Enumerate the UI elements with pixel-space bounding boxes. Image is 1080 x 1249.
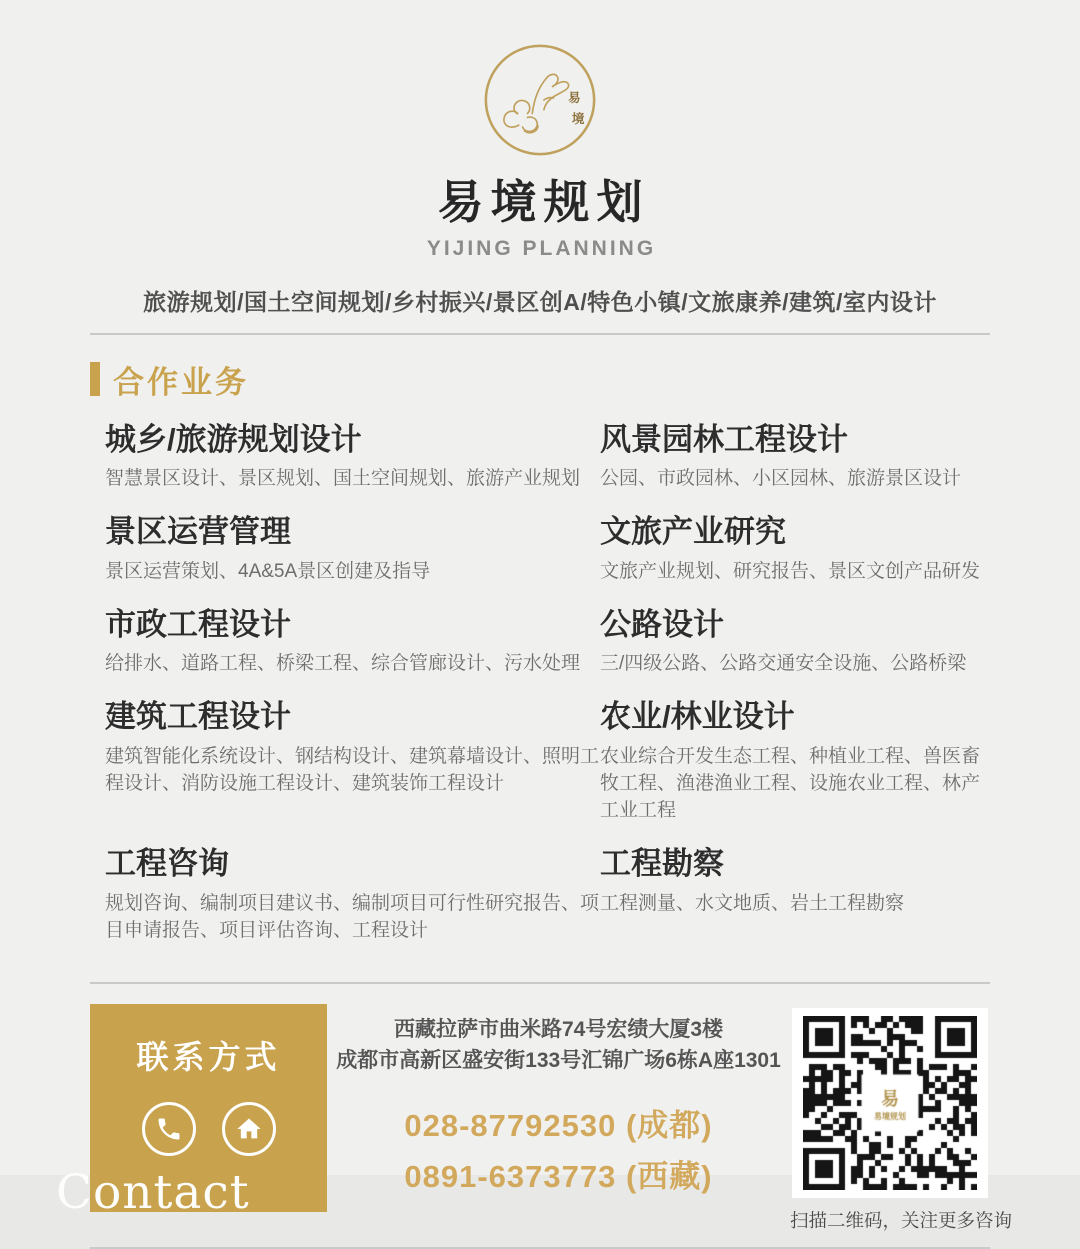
qr-card: [792, 1008, 988, 1198]
services-grid: [90, 422, 990, 966]
service-desc: 给排水、道路工程、桥梁工程、综合管廊设计、污水处理: [105, 653, 581, 675]
service-title: 城乡/旅游规划设计: [105, 421, 362, 457]
service-desc: 工程测量、水文地质、岩土工程勘察: [600, 892, 905, 914]
services-divider: [90, 982, 990, 984]
phone-chengdu: 028-87792530 (成都): [404, 1107, 713, 1143]
qr-code: [803, 1016, 977, 1190]
service-desc: 公园、市政园林、小区园林、旅游景区设计: [600, 468, 962, 490]
service-title: 风景园林工程设计: [600, 421, 848, 457]
section-heading: [90, 357, 990, 402]
address-line-2: 成都市高新区盛安街133号汇锦广场6栋A座1301: [336, 1048, 781, 1072]
service-title: 工程勘察: [600, 845, 724, 881]
service-title: 文旅产业研究: [600, 514, 786, 550]
service-title: 工程咨询: [105, 845, 229, 881]
service-item: [600, 699, 990, 825]
brand-tagline: 旅游规划/国土空间规划/乡村振兴/景区创A/特色小镇/文旅康养/建筑/室内设计: [143, 288, 937, 315]
header: [90, 0, 990, 335]
lotus-hand-logo-icon: [482, 42, 598, 158]
service-item: [105, 846, 600, 945]
brand-name: 易境规划: [437, 176, 650, 228]
brand-logo: [482, 42, 598, 158]
phone-icon: [142, 1102, 196, 1156]
service-item: [600, 422, 990, 494]
contact-label-en: Contact: [56, 1164, 250, 1220]
service-item: [600, 846, 990, 918]
address-line-1: 西藏拉萨市曲米路74号宏绩大厦3楼: [393, 1017, 724, 1041]
service-item: [105, 422, 600, 494]
service-title: 农业/林业设计: [600, 699, 795, 735]
home-icon: [222, 1102, 276, 1156]
service-desc: 文旅产业规划、研究报告、景区文创产品研发: [600, 560, 981, 582]
gold-bar-icon: [90, 362, 100, 396]
seal-char-1: 易: [568, 90, 581, 105]
seal-char-2: 境: [571, 112, 585, 127]
service-desc: 建筑智能化系统设计、钢结构设计、建筑幕墙设计、照明工程设计、消防设施工程设计、建筑装饰工程设计: [105, 746, 600, 795]
contact-icons: [90, 1102, 327, 1156]
brand-name-en: YIJING PLANNING: [426, 236, 657, 260]
section-title: 合作业务: [113, 364, 249, 400]
qr-block: [790, 1004, 1013, 1233]
contact-section: [56, 1004, 1013, 1233]
qr-caption: 扫描二维码，关注更多咨询: [790, 1209, 1013, 1231]
bottom-divider: [90, 1247, 990, 1249]
contact-label: 联系方式: [136, 1038, 281, 1075]
service-item: [105, 514, 600, 586]
service-desc: 三/四级公路、公路交通安全设施、公路桥梁: [600, 653, 967, 675]
service-desc: 农业综合开发生态工程、种植业工程、兽医畜牧工程、渔港渔业工程、设施农业工程、林产工业工程: [600, 746, 981, 821]
service-title: 建筑工程设计: [105, 699, 291, 735]
service-item: [600, 514, 990, 586]
contact-gold-box: [56, 1004, 327, 1220]
service-desc: 规划咨询、编制项目建议书、编制项目可行性研究报告、项目申请报告、项目评估咨询、工程设计: [105, 892, 600, 941]
service-item: [105, 607, 600, 679]
service-desc: 智慧景区设计、景区规划、国土空间规划、旅游产业规划: [105, 468, 581, 490]
service-title: 市政工程设计: [105, 606, 291, 642]
tagline-divider: [90, 333, 990, 335]
service-title: 公路设计: [600, 606, 724, 642]
service-desc: 景区运营策划、4A&5A景区创建及指导: [105, 560, 431, 582]
service-title: 景区运营管理: [105, 514, 291, 550]
phone-numbers: [327, 1100, 790, 1202]
service-item: [105, 699, 600, 798]
phone-tibet: 0891-6373773 (西藏): [404, 1158, 713, 1194]
service-item: [600, 607, 990, 679]
contact-details: [327, 1004, 790, 1233]
